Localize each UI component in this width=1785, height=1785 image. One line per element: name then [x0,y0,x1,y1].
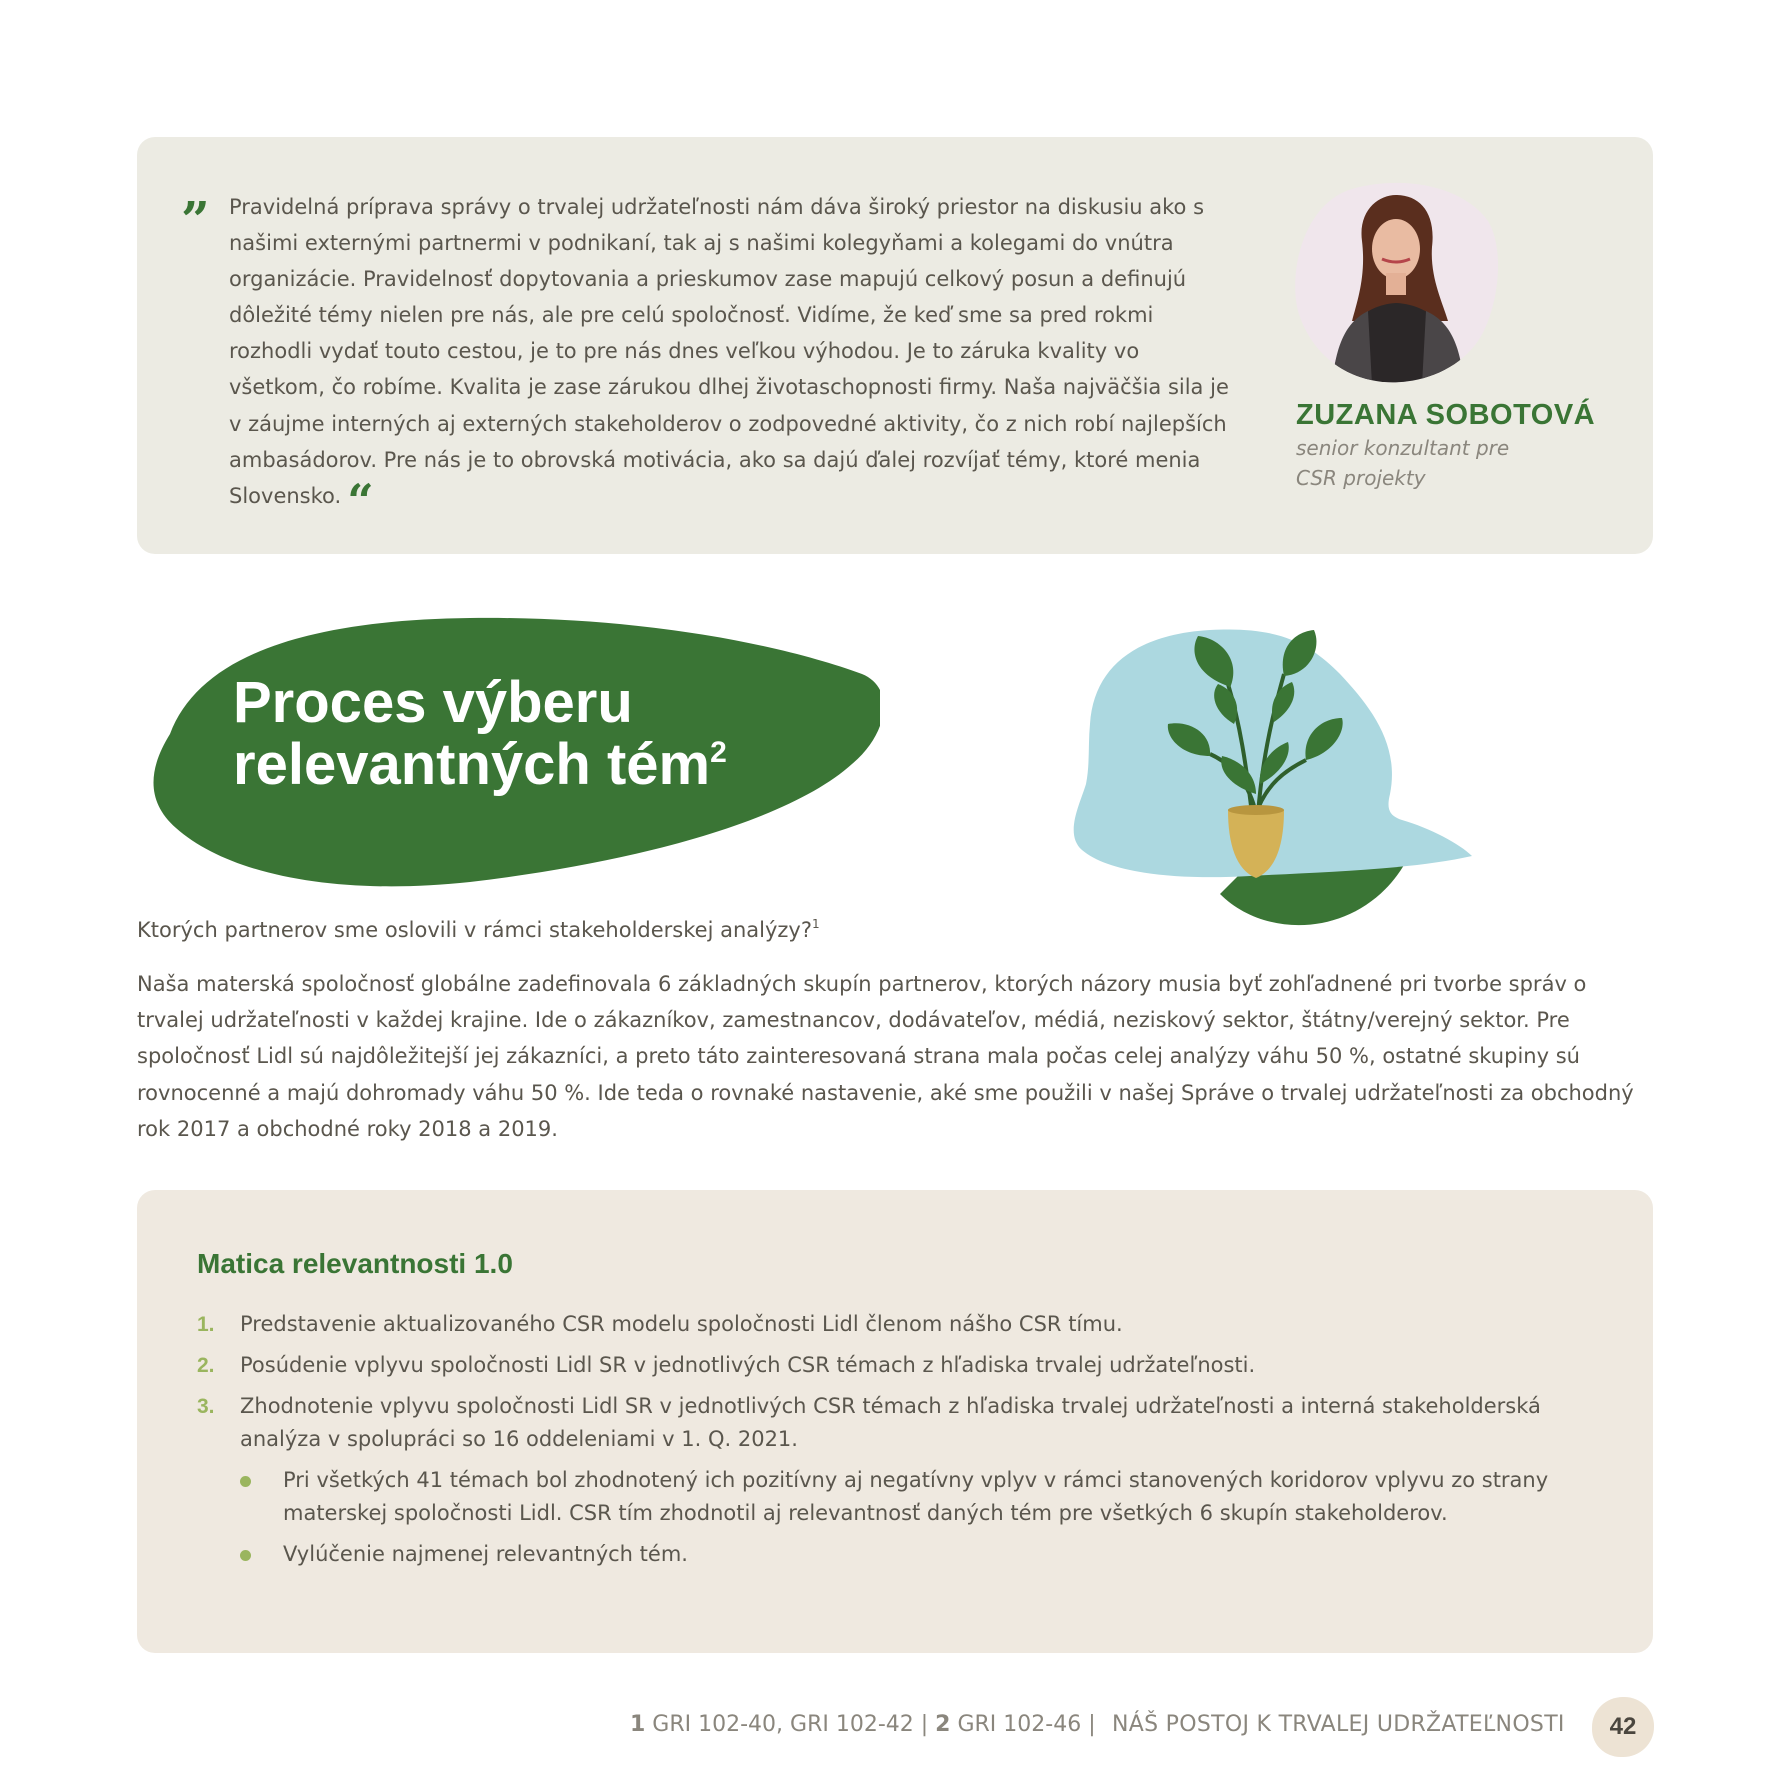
footer-ref2-text: GRI 102-46 | [950,1712,1096,1737]
matrix-step-1 [197,1308,1597,1341]
matrix-title: Matica relevantnosti 1.0 [197,1248,513,1279]
step-text: Predstavenie aktualizovaného CSR modelu spoločnosti Lidl členom nášho CSR tímu. [240,1312,1123,1336]
footer-section-title: NÁŠ POSTOJ K TRVALEJ UDRŽATEĽNOSTI [1112,1712,1565,1737]
bullet-dot-icon [240,1476,251,1487]
footer-ref1-text: GRI 102-40, GRI 102-42 | [645,1712,936,1737]
bullet-dot-icon [240,1550,251,1561]
heading-line-1: Proces výberu [233,670,633,735]
heading-footnote: 2 [710,736,727,769]
heading-line-2: relevantných tém [233,732,711,797]
bullet-item [240,1464,1597,1530]
section-heading [233,672,793,796]
matrix-steps [197,1308,1597,1579]
stakeholder-question-footnote: 1 [812,917,820,931]
bullet-text: Vylúčenie najmenej relevantných tém. [283,1542,688,1566]
step-number: 3. [197,1395,215,1418]
step-number: 2. [197,1354,215,1377]
stakeholder-question [137,918,820,942]
footer-ref2-number: 2 [935,1712,951,1737]
quote-body: Pravidelná príprava správy o trvalej udržateľnosti nám dáva široký priestor na diskusiu ako s našimi externými partnermi v podnikaní, tak aj s našimi kolegyňami a kolegami do vnútra organizácie. Pravidelnosť dopytovania a prieskumov zase mapujú celkový posun a definujú dôležité témy nielen pre nás, ale pre celú spoločnosť. Vidíme, že keď sme sa pred rokmi rozhodli vydať touto cestou, je to pre nás dnes veľkou výhodou. Je to záruka kvality vo všetkom, čo robíme. Kvalita je zase zárukou dlhej životaschopnosti firmy. Naša najväčšia sila je v záujme interných aj externých stakeholderov o zodpovedné aktivity, čo z nich robí najlepších ambasádorov. Pre nás je to obrovská motivácia, ako sa dajú ďalej rozvíjať témy, ktoré menia Slovensko. [229,195,1229,508]
plant-illustration [1070,614,1480,936]
matrix-box [137,1190,1653,1653]
person-role: senior konzultant pre CSR projekty [1296,436,1510,490]
bullet-text: Pri všetkých 41 témach bol zhodnotený ich pozitívny aj negatívny vplyv v rámci stanovených koridorov vplyvu zo strany materskej spoločnosti Lidl. CSR tím zhodnotil aj relevantnosť daných tém pre všetkých 6 skupín stakeholderov. [283,1468,1549,1525]
stakeholder-question-text: Ktorých partnerov sme oslovili v rámci stakeholderskej analýzy? [137,918,812,942]
page-number-badge: 42 [1592,1697,1654,1757]
portrait-photo [1292,181,1502,385]
matrix-step-3 [197,1390,1597,1571]
footer-ref1-number: 1 [630,1712,646,1737]
footer-references [630,1712,1096,1737]
step-number: 1. [197,1313,215,1336]
matrix-step-2 [197,1349,1597,1382]
step-text: Zhodnotenie vplyvu spoločnosti Lidl SR v jednotlivých CSR témach z hľadiska trvalej udržateľnosti a interná stakeholderská analýza v spolupráci so 16 oddeleniami v 1. Q. 2021. [240,1394,1541,1451]
quote-text [229,189,1229,528]
person-name: ZUZANA SOBOTOVÁ [1296,399,1596,431]
step-text: Posúdenie vplyvu spoločnosti Lidl SR v jednotlivých CSR témach z hľadiska trvalej udržateľnosti. [240,1353,1256,1377]
quote-close-mark: “ [347,473,374,528]
stakeholder-paragraph: Naša materská spoločnosť globálne zadefinovala 6 základných skupín partnerov, ktorých názory musia byť zohľadnené pri tvorbe správ o trvalej udržateľnosti v každej krajine. Ide o zákazníkov, zamestnancov, dodávateľov, médiá, neziskový sektor, štátny/verejný sektor. Pre spoločnosť Lidl sú najdôležitejší jej zákazníci, a preto táto zainteresovaná strana mala počas celej analýzy váhu 50 %, ostatné skupiny sú rovnocenné a majú dohromady váhu 50 %. Ide teda o rovnaké nastavenie, aké sme použili v našej Správe o trvalej udržateľnosti za obchodný rok 2017 a obchodné roky 2018 a 2019. [137,972,1634,1141]
step-3-bullets [240,1464,1597,1571]
bullet-item [240,1538,1597,1571]
quote-open-mark: ” [181,190,210,249]
